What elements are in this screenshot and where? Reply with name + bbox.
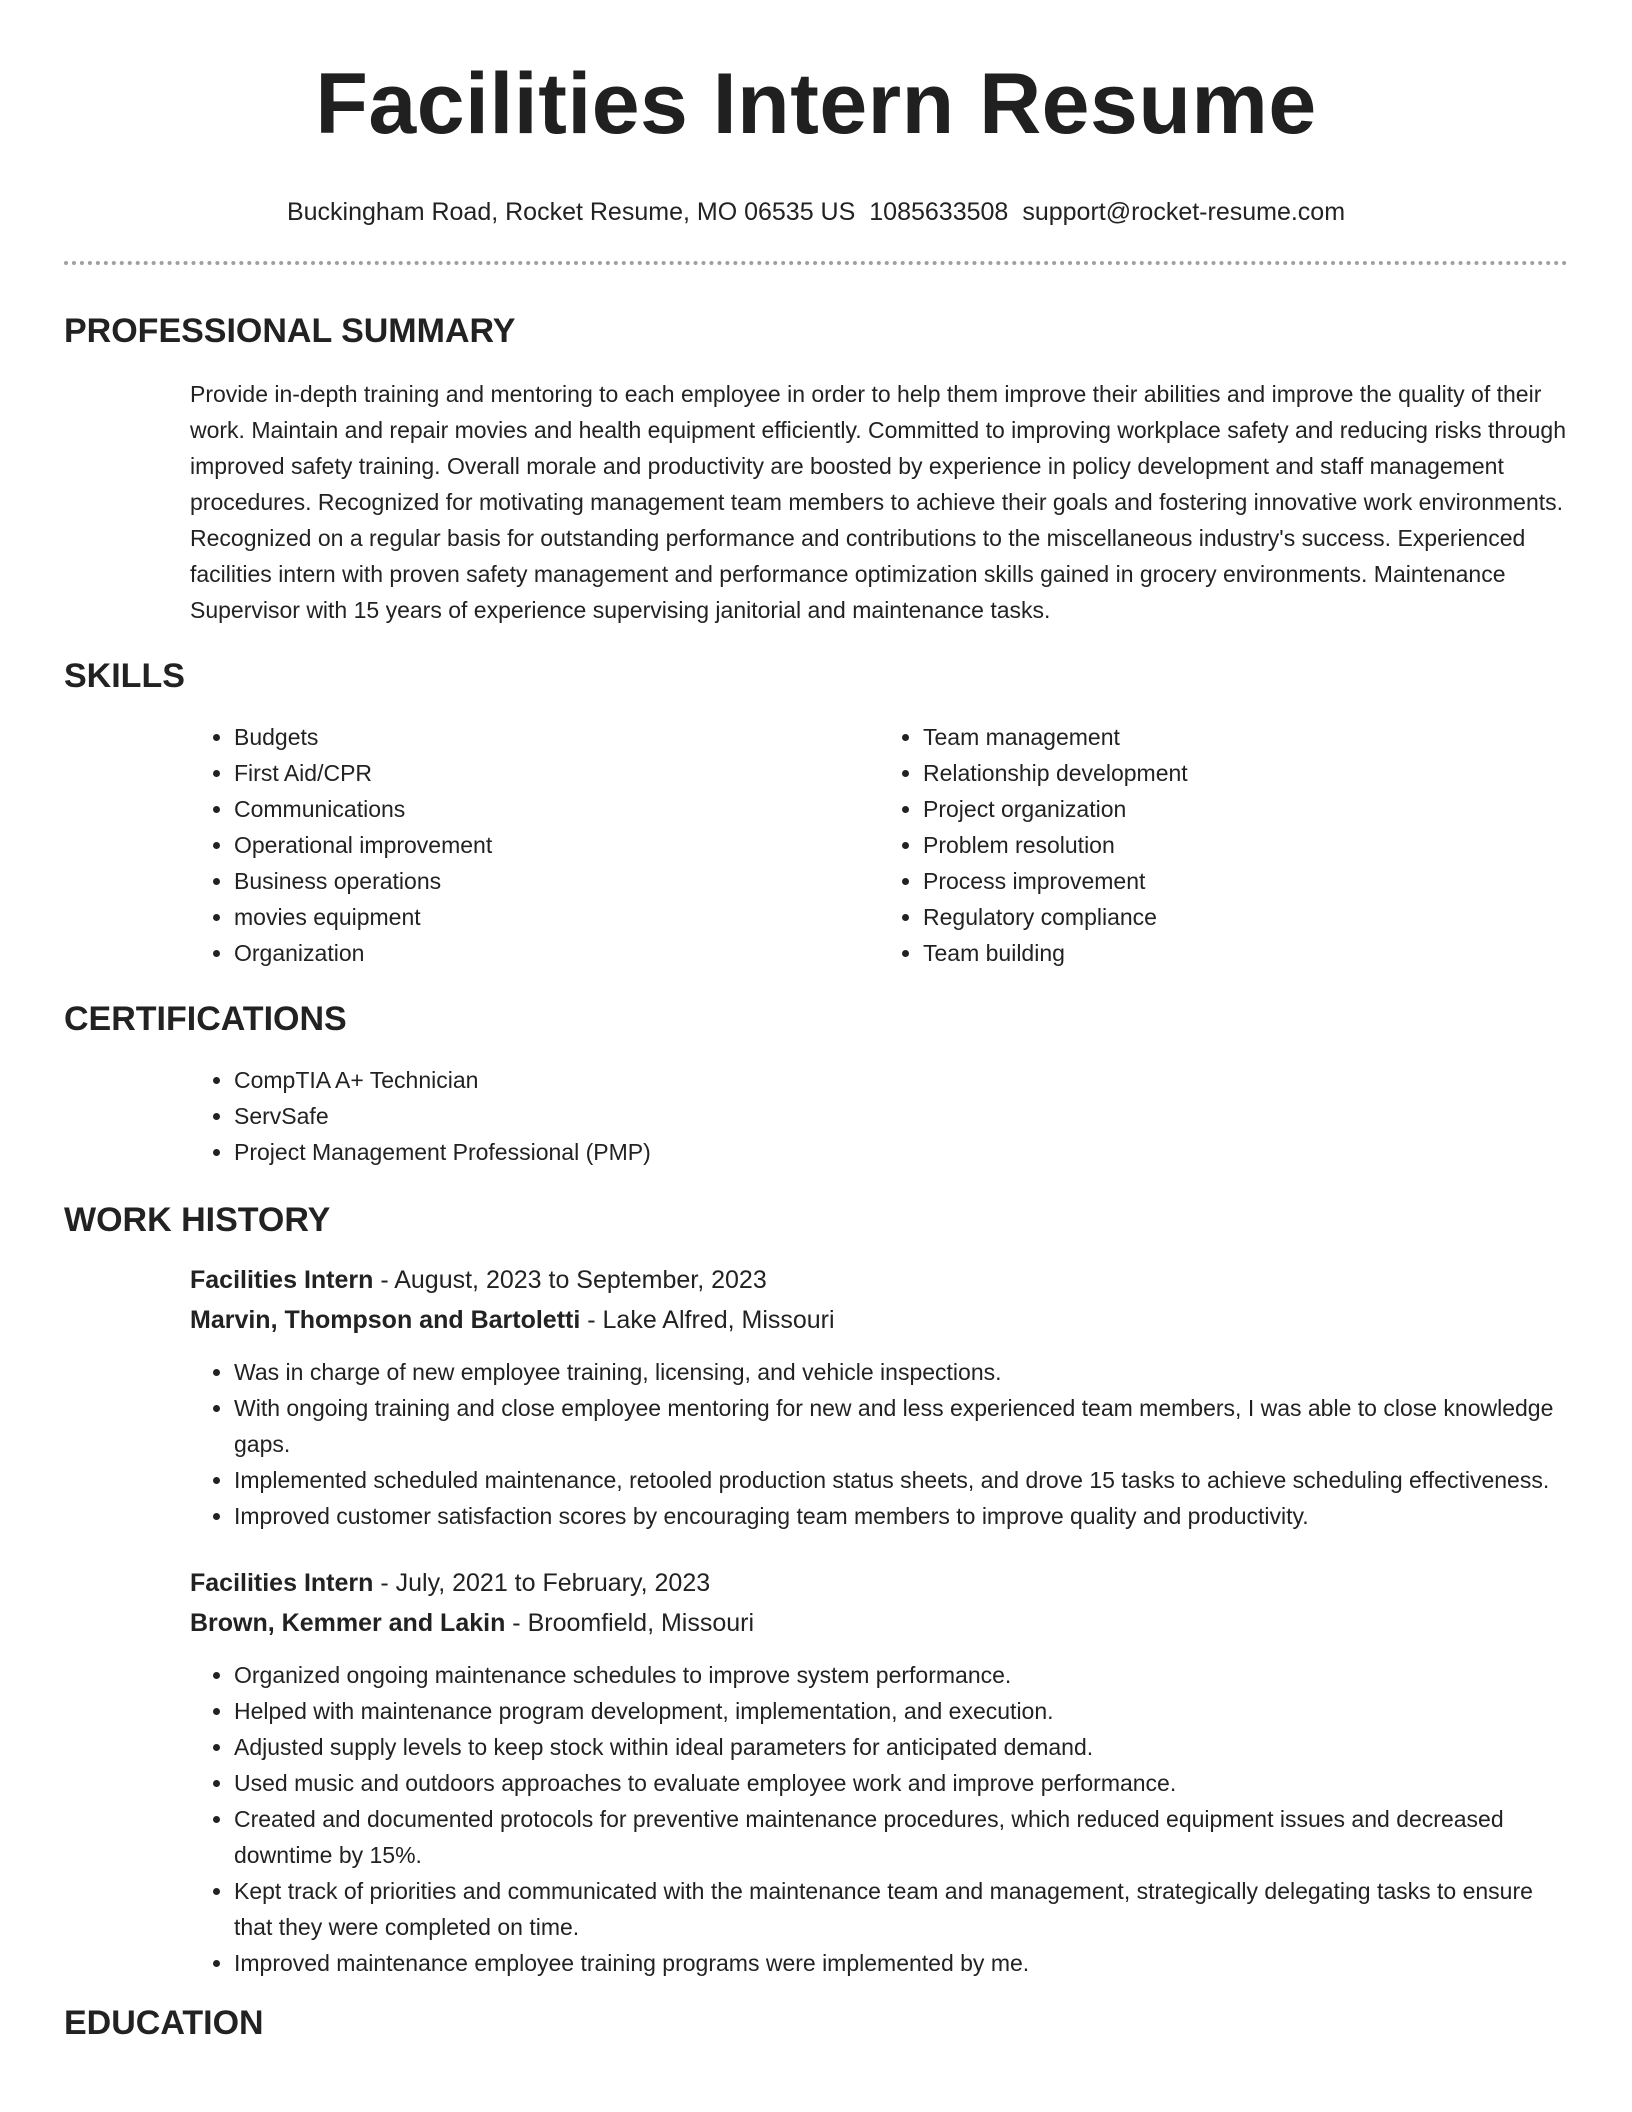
summary-heading: PROFESSIONAL SUMMARY [64, 312, 516, 350]
job-bullet: • Improved maintenance employee training programs were implemented by me. [234, 1945, 1568, 1981]
job-company: Marvin, Thompson and Bartoletti [190, 1306, 581, 1334]
skill-item: • Business operations [234, 863, 879, 899]
skill-item: • Process improvement [923, 863, 1568, 899]
skill-item: • Relationship development [923, 755, 1568, 791]
job-bullets [190, 1657, 1568, 1981]
job-bullet: • Adjusted supply levels to keep stock within ideal parameters for anticipated demand. [234, 1729, 1568, 1765]
job-bullet: • Was in charge of new employee training, licensing, and vehicle inspections. [234, 1354, 1568, 1390]
job-company-line [190, 1603, 1568, 1643]
job-bullet: • Kept track of priorities and communicated with the maintenance team and management, strategically delegating tasks to ensure that they were completed on time. [234, 1873, 1568, 1945]
contact-phone: 1085633508 [869, 198, 1009, 226]
job-bullet: • Used music and outdoors approaches to evaluate employee work and improve performance. [234, 1765, 1568, 1801]
job-bullet: • With ongoing training and close employee mentoring for new and less experienced team members, I was able to close knowledge gaps. [234, 1390, 1568, 1462]
certification-item: • ServSafe [234, 1098, 1568, 1134]
skills-heading: SKILLS [64, 657, 185, 695]
skill-item: • Team management [923, 719, 1568, 755]
skill-item: • Team building [923, 935, 1568, 971]
job-title-line [190, 1260, 1568, 1300]
contact-address: Buckingham Road, Rocket Resume, MO 06535 US [286, 198, 856, 226]
work-history-heading: WORK HISTORY [64, 1201, 331, 1239]
job-title: Facilities Intern [190, 1266, 374, 1294]
job-bullets [190, 1354, 1568, 1534]
skills-list [190, 719, 1568, 971]
job-bullet: • Organized ongoing maintenance schedules to improve system performance. [234, 1657, 1568, 1693]
skill-item: • Communications [234, 791, 879, 827]
certifications-list [190, 1062, 1568, 1170]
header-divider [64, 261, 1568, 265]
job-company-line [190, 1300, 1568, 1340]
job-dates: - July, 2021 to February, 2023 [373, 1569, 711, 1597]
certification-item: • CompTIA A+ Technician [234, 1062, 1568, 1098]
certifications-heading: CERTIFICATIONS [64, 1000, 347, 1038]
certification-item: • Project Management Professional (PMP) [234, 1134, 1568, 1170]
job-bullet: • Improved customer satisfaction scores by encouraging team members to improve quality and productivity. [234, 1498, 1568, 1534]
skill-item: • First Aid/CPR [234, 755, 879, 791]
skill-item: • Budgets [234, 719, 879, 755]
skill-item: • movies equipment [234, 899, 879, 935]
skills-right-column [879, 719, 1568, 971]
job-title-line [190, 1563, 1568, 1603]
job-bullet: • Helped with maintenance program development, implementation, and execution. [234, 1693, 1568, 1729]
job-dates: - August, 2023 to September, 2023 [373, 1266, 767, 1294]
skills-left-column [190, 719, 879, 971]
skill-item: • Operational improvement [234, 827, 879, 863]
job-company: Brown, Kemmer and Lakin [190, 1609, 506, 1637]
resume-title: Facilities Intern Resume [315, 56, 1317, 152]
job-bullet: • Implemented scheduled maintenance, retooled production status sheets, and drove 15 tasks to achieve scheduling effectiveness. [234, 1462, 1568, 1498]
contact-email[interactable]: support@rocket-resume.com [1022, 198, 1346, 226]
job-title: Facilities Intern [190, 1569, 374, 1597]
job-entry [190, 1563, 1568, 1981]
summary-text: Provide in-depth training and mentoring to each employee in order to help them improve their abilities and improve the quality of their work. Maintain and repair movies and health equipment efficiently. Committed to improving workplace safety and reducing risks through improved safety training. Overall morale and productivity are boosted by experience in policy development and staff management procedures. Recognized for motivating management team members to achieve their goals and fostering innovative work environments. Recognized on a regular basis for outstanding performance and contributions to the miscellaneous industry's success. Experienced facilities intern with proven safety management and performance optimization skills gained in grocery environments. Maintenance Supervisor with 15 years of experience supervising janitorial and maintenance tasks. [190, 381, 1567, 623]
skill-item: • Project organization [923, 791, 1568, 827]
job-location: - Broomfield, Missouri [505, 1609, 755, 1637]
job-bullet: • Created and documented protocols for preventive maintenance procedures, which reduced equipment issues and decreased downtime by 15%. [234, 1801, 1568, 1873]
skill-item: • Regulatory compliance [923, 899, 1568, 935]
job-entry [190, 1260, 1568, 1534]
resume-page [64, 0, 1568, 2045]
contact-line [64, 195, 1568, 229]
skill-item: • Organization [234, 935, 879, 971]
education-heading: EDUCATION [64, 2004, 264, 2042]
skill-item: • Problem resolution [923, 827, 1568, 863]
job-location: - Lake Alfred, Missouri [580, 1306, 835, 1334]
